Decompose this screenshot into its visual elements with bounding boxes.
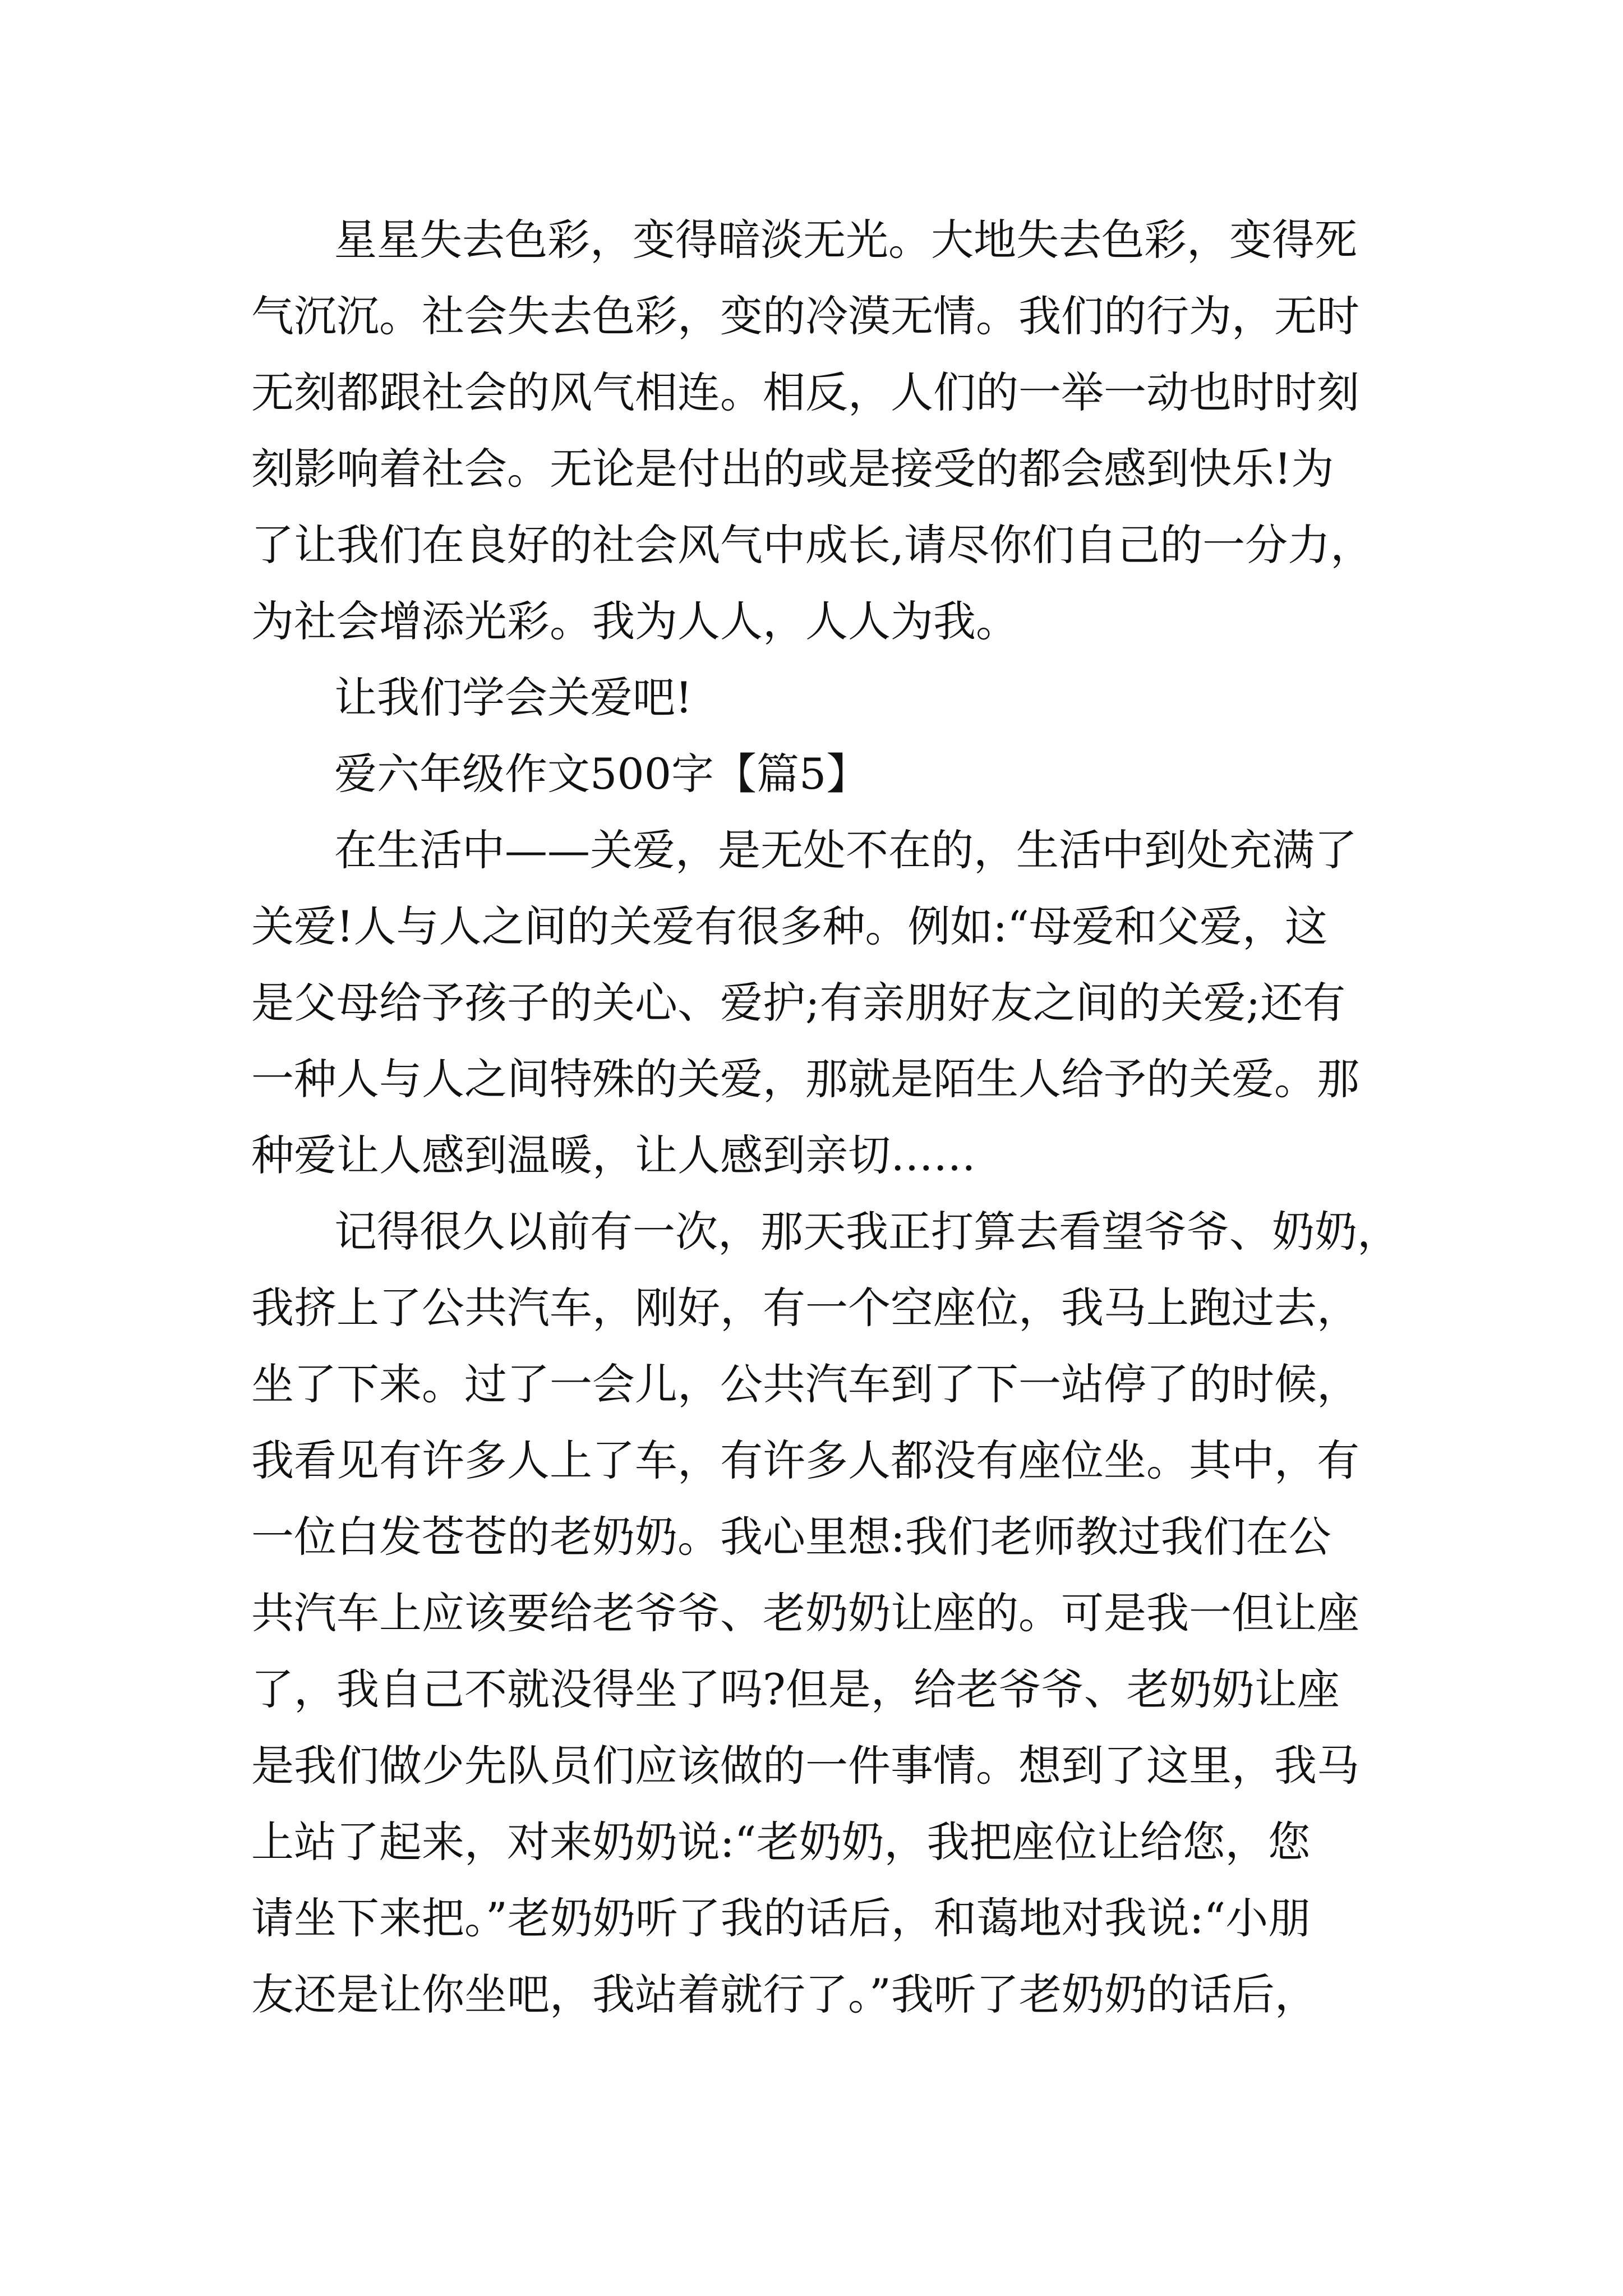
text-line: 是父母给予孩子的关心、爱护;有亲朋好友之间的关爱;还有 — [251, 978, 1346, 1028]
text-line: 记得很久以前有一次，那天我正打算去看望爷爷、奶奶， — [334, 1207, 1400, 1257]
text-line: 一位白发苍苍的老奶奶。我心里想:我们老师教过我们在公 — [251, 1512, 1331, 1562]
text-line: 让我们学会关爱吧! — [334, 673, 693, 723]
text-line: 了，我自己不就没得坐了吗?但是，给老爷爷、老奶奶让座 — [251, 1664, 1340, 1714]
text-line: 气沉沉。社会失去色彩，变的冷漠无情。我们的行为，无时 — [251, 291, 1359, 341]
essay-text — [251, 202, 1401, 2033]
text-line: 我看见有许多人上了车，有许多人都没有座位坐。其中，有 — [251, 1435, 1359, 1485]
text-line: 关爱!人与人之间的关爱有很多种。例如:“母爱和父爱，这 — [251, 901, 1327, 951]
text-line: 刻影响着社会。无论是付出的或是接受的都会感到快乐!为 — [251, 444, 1334, 494]
text-line: 友还是让你坐吧，我站着就行了。”我听了老奶奶的话后， — [251, 1970, 1317, 2019]
text-line: 坐了下来。过了一会儿，公共汽车到了下一站停了的时候， — [251, 1359, 1359, 1409]
text-line: 共汽车上应该要给老爷爷、老奶奶让座的。可是我一但让座 — [251, 1588, 1359, 1638]
text-line: 种爱让人感到温暖，让人感到亲切…… — [251, 1130, 976, 1180]
text-line: 上站了起来，对来奶奶说:“老奶奶，我把座位让给您，您 — [251, 1817, 1311, 1867]
text-line: 是我们做少先队员们应该做的一件事情。想到了这里，我马 — [251, 1741, 1359, 1791]
text-line: 我挤上了公共汽车，刚好，有一个空座位，我马上跑过去， — [251, 1283, 1359, 1333]
text-line: 无刻都跟社会的风气相连。相反，人们的一举一动也时时刻 — [251, 367, 1359, 417]
text-line: 了让我们在良好的社会风气中成长,请尽你们自己的一分力， — [251, 520, 1373, 570]
text-line: 一种人与人之间特殊的关爱，那就是陌生人给予的关爱。那 — [251, 1054, 1359, 1104]
text-line: 请坐下来把。”老奶奶听了我的话后，和蔼地对我说:“小朋 — [251, 1893, 1311, 1943]
section-heading: 爱六年级作文500字【篇5】 — [334, 749, 869, 799]
text-line: 在生活中——关爱，是无处不在的，生活中到处充满了 — [334, 825, 1357, 875]
text-line: 为社会增添光彩。我为人人，人人为我。 — [251, 596, 1018, 646]
text-line: 星星失去色彩，变得暗淡无光。大地失去色彩，变得死 — [334, 215, 1357, 265]
